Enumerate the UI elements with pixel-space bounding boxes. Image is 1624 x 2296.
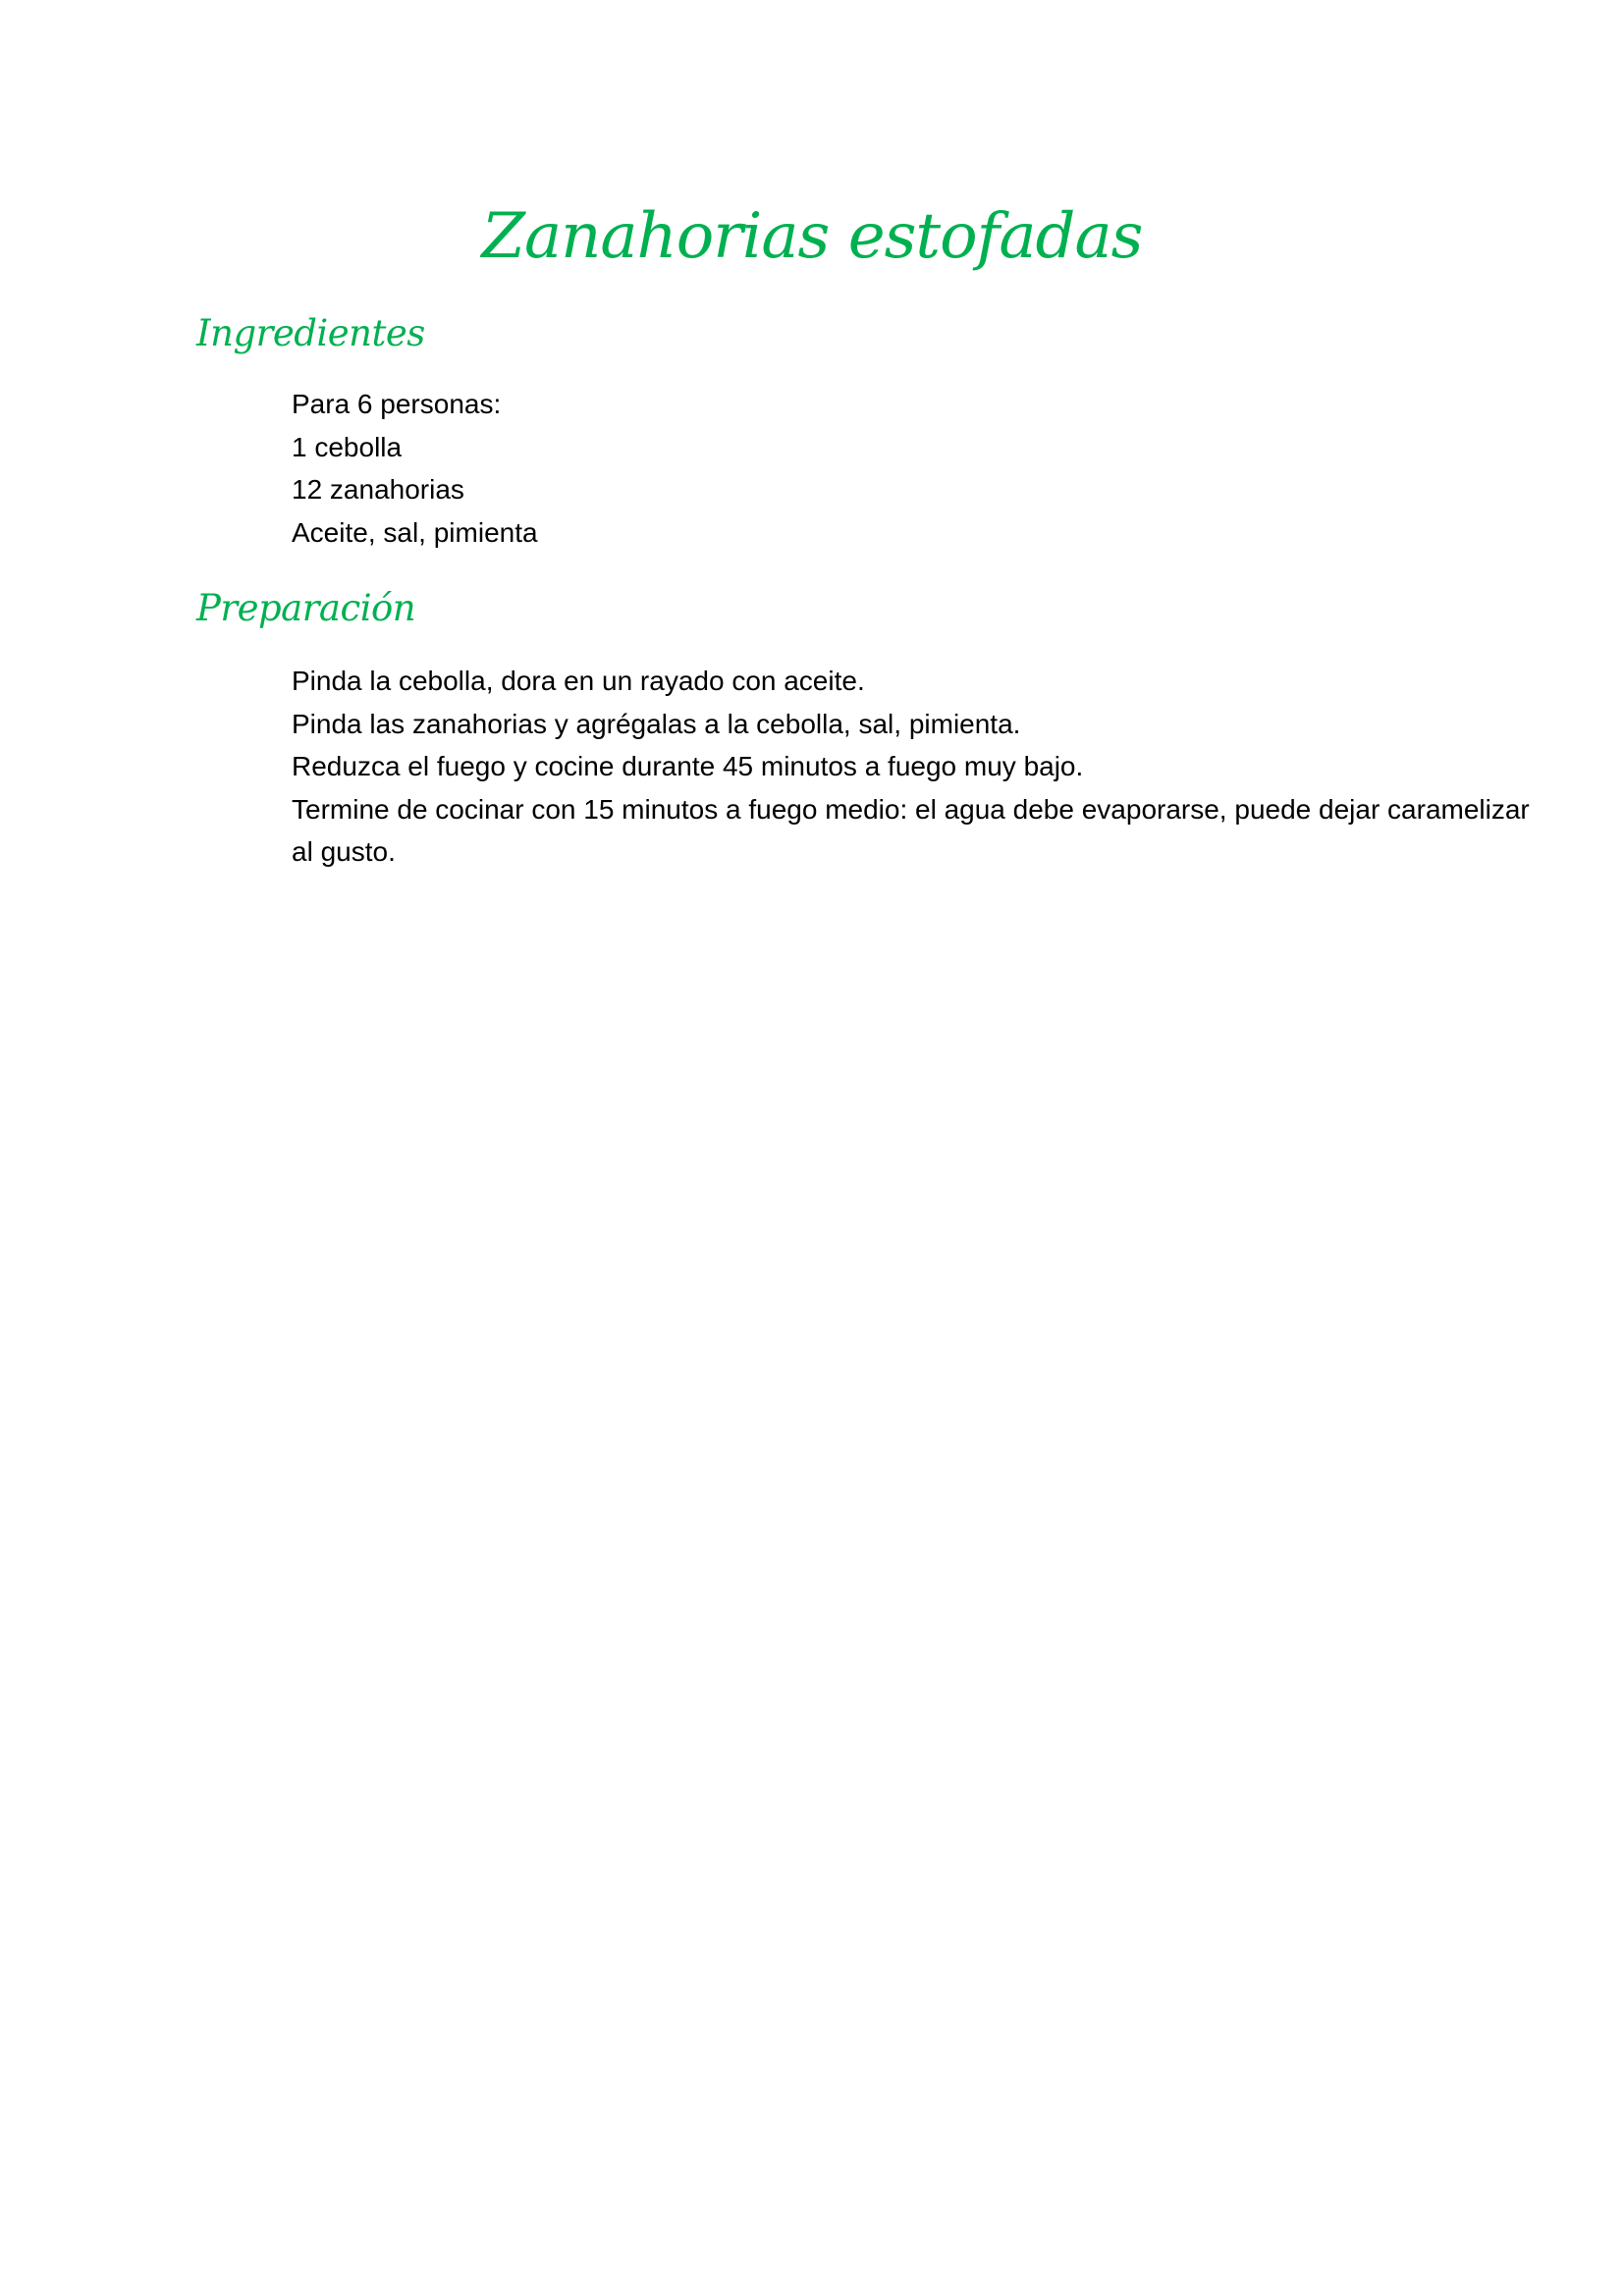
ingredient-line: Aceite, sal, pimienta — [292, 516, 538, 548]
preparation-heading: Preparación — [196, 587, 416, 629]
ingredient-line: Para 6 personas: — [292, 389, 502, 419]
preparation-step: Pinda las zanahorias y agrégalas a la cebolla, sal, pimienta. — [292, 708, 1021, 739]
ingredients-heading: Ingredientes — [196, 312, 425, 354]
preparation-step: Termine de cocinar con 15 minutos a fuego medio: el agua debe evaporarse, puede dejar caramelizar al gusto. — [292, 793, 1530, 867]
preparation-step: Reduzca el fuego y cocine durante 45 minutos a fuego muy bajo. — [292, 751, 1084, 781]
recipe-title: Zanahorias estofadas — [481, 200, 1143, 273]
preparation-step: Pinda la cebolla, dora en un rayado con aceite. — [292, 666, 865, 696]
ingredient-line: 12 zanahorias — [292, 474, 464, 505]
preparation-steps — [292, 660, 1543, 874]
ingredients-list — [292, 383, 1548, 554]
ingredient-line: 1 cebolla — [292, 431, 403, 462]
